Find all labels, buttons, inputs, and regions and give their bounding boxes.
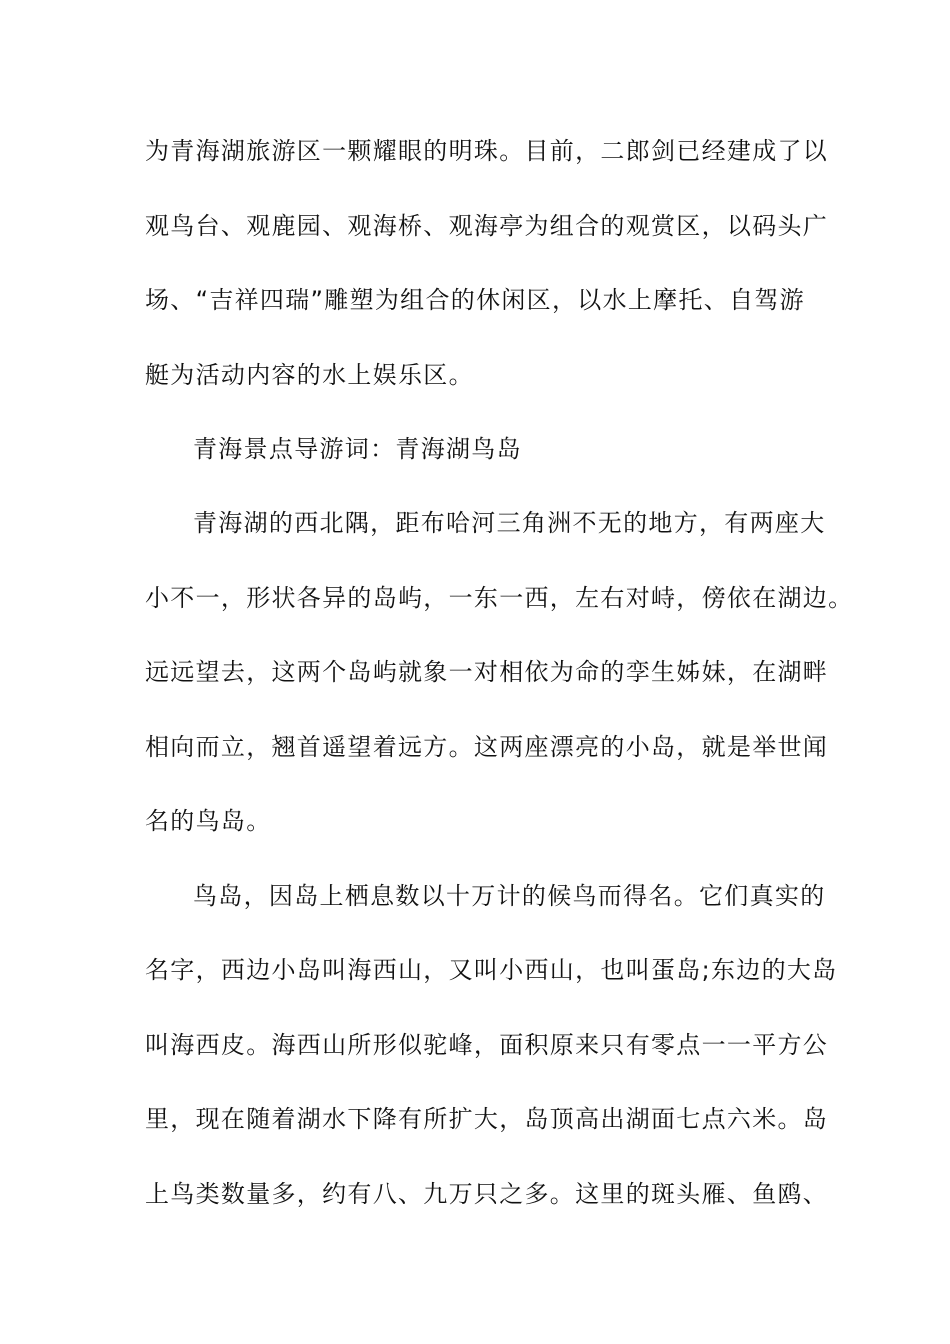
paragraph-line: 观鸟台、观鹿园、观海桥、观海亭为组合的观赏区，以码头广 [145,212,829,240]
paragraph-line: 相向而立，翘首遥望着远方。这两座漂亮的小岛，就是举世闻 [145,733,829,761]
paragraph-line: 远远望去，这两个岛屿就象一对相依为命的孪生姊妹，在湖畔 [145,658,829,686]
section-heading: 青海景点导游词：青海湖鸟岛 [193,435,522,463]
paragraph-line: 叫海西皮。海西山所形似驼峰，面积原来只有零点一一平方公 [145,1031,829,1059]
paragraph-line: 里，现在随着湖水下降有所扩大，岛顶高出湖面七点六米。岛 [145,1105,829,1133]
paragraph-line: 场、“吉祥四瑞”雕塑为组合的休闲区，以水上摩托、自驾游 [145,286,805,314]
paragraph-line: 小不一，形状各异的岛屿，一东一西，左右对峙，傍依在湖边。 [145,584,854,612]
paragraph-line: 为青海湖旅游区一颗耀眼的明珠。目前，二郎剑已经建成了以 [145,137,829,165]
paragraph-line: 艇为活动内容的水上娱乐区。 [145,361,474,389]
paragraph-line: 鸟岛，因岛上栖息数以十万计的候鸟而得名。它们真实的 [193,882,826,910]
paragraph-line: 名字，西边小岛叫海西山，又叫小西山，也叫蛋岛;东边的大岛 [145,956,838,984]
paragraph-line: 上鸟类数量多，约有八、九万只之多。这里的斑头雁、鱼鸥、 [145,1180,829,1208]
paragraph-line: 名的鸟岛。 [145,807,272,835]
paragraph-line: 青海湖的西北隅，距布哈河三角洲不无的地方，有两座大 [193,509,826,537]
